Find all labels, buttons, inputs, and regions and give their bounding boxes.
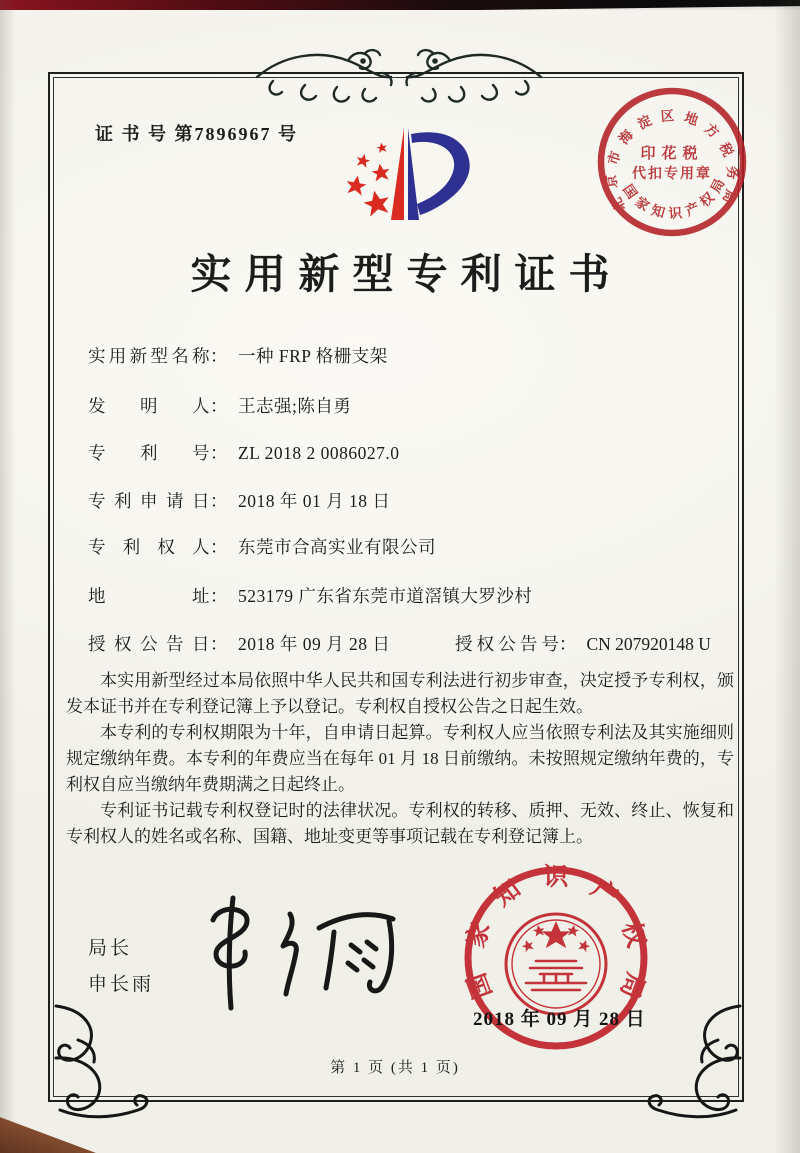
star-icon — [345, 174, 368, 196]
dragon-ornament-icon — [253, 33, 545, 111]
photo-left-shadow — [0, 0, 16, 1153]
field-label: 地址 — [88, 586, 210, 606]
field-value: 王志强;陈自勇 — [238, 396, 352, 416]
star-icon — [376, 142, 388, 154]
star-icon — [362, 188, 392, 217]
field-label: 发明人 — [88, 396, 210, 416]
certificate-number: 证 书 号 第7896967 号 — [95, 124, 298, 144]
field-label: 实用新型名称 — [88, 346, 210, 366]
field-colon: ： — [210, 443, 228, 463]
tax-stamp-line1: 印花税 — [640, 146, 704, 162]
legal-text — [66, 668, 734, 850]
field-value: 东莞市合高实业有限公司 — [238, 537, 436, 557]
certificate-title: 实用新型专利证书 — [190, 251, 623, 297]
field-colon: ： — [210, 396, 228, 416]
star-icon — [371, 162, 391, 182]
seal-date: 2018 年 09 月 28 日 — [473, 1009, 646, 1030]
handwritten-signature — [195, 890, 410, 1015]
field-label: 专利申请日 — [88, 491, 210, 511]
svg-text:国家知识产权局 — [620, 176, 728, 221]
field-label: 授权公告日 — [88, 634, 210, 654]
signer-name: 申长雨 — [88, 974, 155, 995]
national-emblem-icon — [506, 914, 606, 1014]
field-value: 523179 广东省东莞市道滘镇大罗沙村 — [238, 586, 533, 606]
field-value: 2018 年 01 月 18 日 — [238, 491, 391, 511]
paragraph: 本实用新型经过本局依照中华人民共和国专利法进行初步审查，决定授予专利权，颁发本证书并在专利登记簿上予以登记。专利权自授权公告之日起生效。 — [66, 671, 734, 716]
field-label: 专利权人 — [88, 537, 210, 557]
field-value: ZL 2018 2 0086027.0 — [238, 443, 400, 463]
field-colon: ： — [210, 491, 228, 511]
photo-right-shadow — [774, 0, 800, 1153]
field-colon: ： — [210, 346, 228, 366]
field-value: 2018 年 09 月 28 日 — [238, 634, 391, 654]
field-row — [88, 583, 532, 608]
field-row — [88, 343, 388, 368]
field-colon: ： — [210, 537, 228, 557]
paragraph: 专利证书记载专利权登记时的法律状况。专利权的转移、质押、无效、终止、恢复和专利权人的姓名或名称、国籍、地址变更等事项记载在专利登记簿上。 — [66, 801, 734, 846]
field-colon: ： — [559, 634, 577, 654]
field-row — [455, 631, 711, 656]
page-number: 第 1 页 (共 1 页) — [330, 1060, 460, 1076]
field-value: CN 207920148 U — [586, 634, 711, 654]
signer-title: 局长 — [88, 938, 133, 959]
field-colon: ： — [210, 634, 228, 654]
field-row — [88, 393, 351, 418]
field-row — [88, 488, 390, 513]
tax-stamp-bottom-text: 国家知识产权局 — [619, 176, 728, 222]
field-row — [88, 631, 390, 656]
seal-text: 国家知识产权局 — [462, 863, 650, 1003]
paragraph: 本专利的专利权期限为十年，自申请日起算。专利权人应当依照专利法及其实施细则规定缴纳年费。本专利的年费应当在每年 01 月 18 日前缴纳。未按照规定缴纳年费的，专利权自应当缴纳年费期满之日起终止。 — [66, 723, 734, 794]
tax-stamp-top-text: 北京市海淀区地方税务局 — [603, 107, 741, 214]
tax-stamp — [594, 84, 750, 240]
field-colon: ： — [210, 586, 228, 606]
field-label: 专利号 — [88, 443, 210, 463]
field-label: 授权公告号 — [455, 634, 559, 654]
field-value: 一种 FRP 格栅支架 — [238, 346, 388, 366]
field-row — [88, 440, 399, 465]
cnipa-logo — [315, 116, 485, 236]
tax-stamp-line2: 代扣专用章 — [632, 167, 712, 182]
field-row — [88, 534, 436, 559]
star-icon — [355, 152, 371, 168]
